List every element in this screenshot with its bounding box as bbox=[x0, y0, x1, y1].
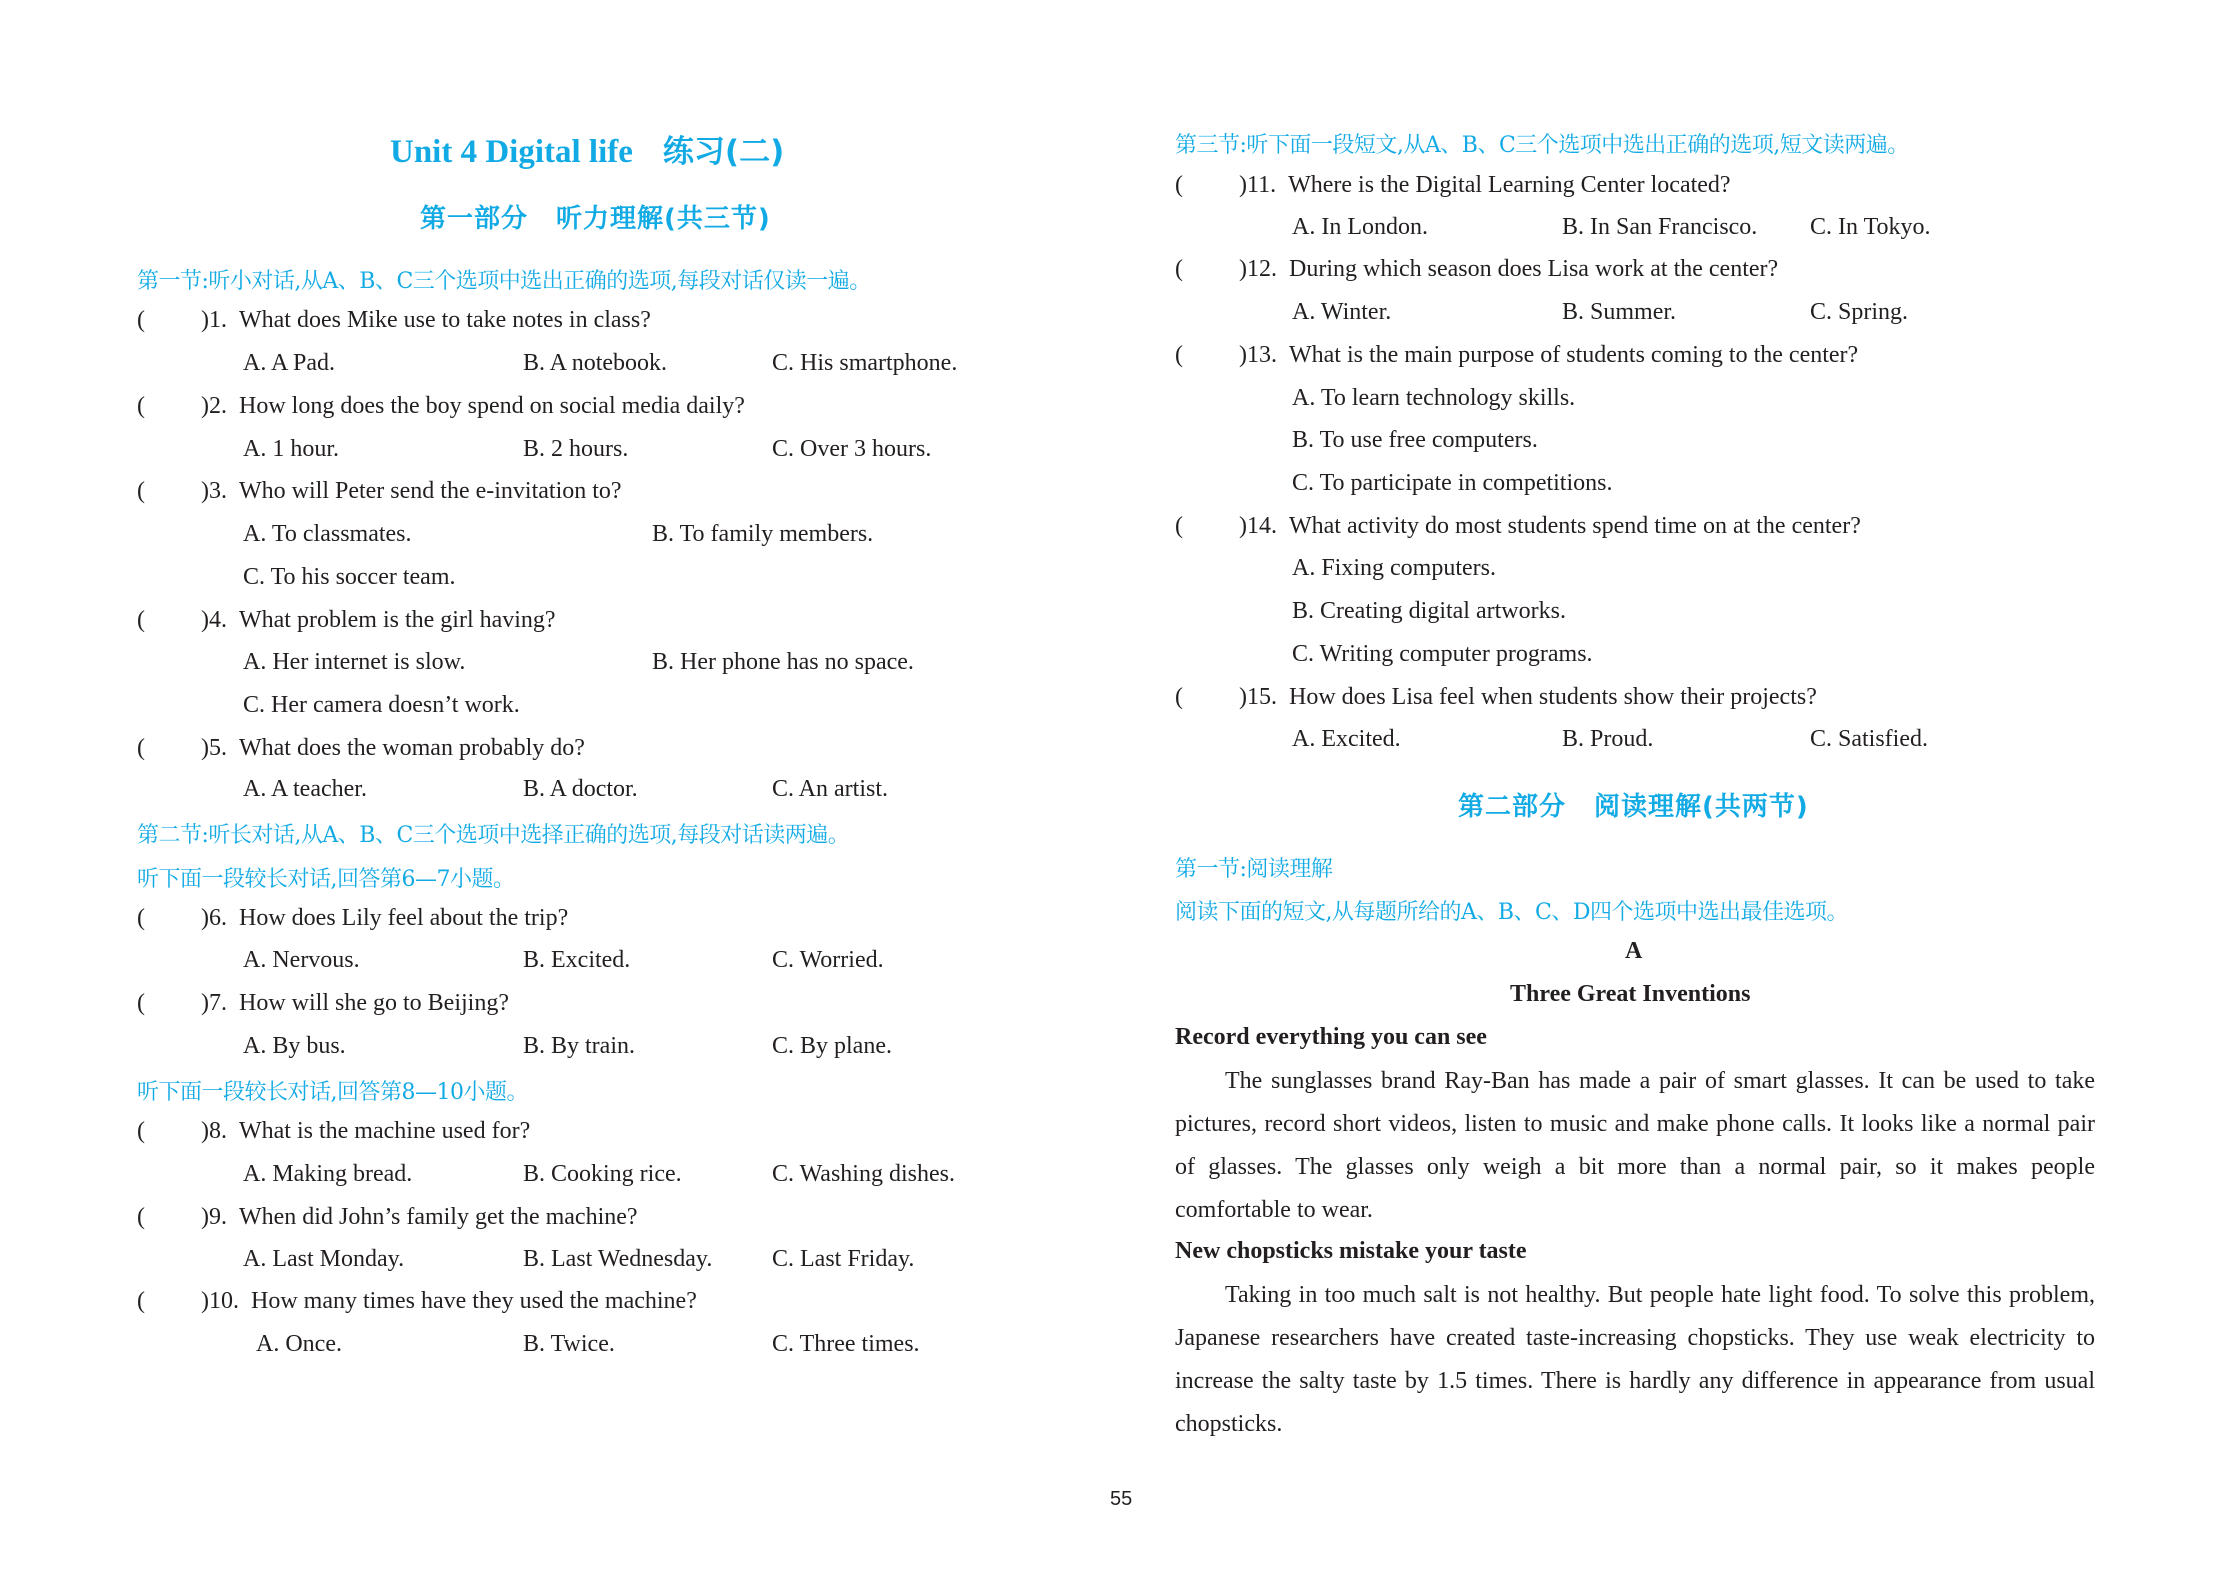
question-number: )11. bbox=[1239, 172, 1277, 198]
option-a: A. Once. bbox=[256, 1331, 342, 1357]
answer-blank[interactable]: ( bbox=[137, 905, 145, 931]
subsection-1-paragraph bbox=[1175, 1060, 2095, 1232]
title-english: Unit 4 Digital life bbox=[390, 134, 633, 170]
part1-heading bbox=[420, 198, 771, 235]
option-b: B. Last Wednesday. bbox=[523, 1246, 713, 1272]
subsection-1-title: Record everything you can see bbox=[1175, 1024, 1487, 1050]
question-6 bbox=[137, 905, 568, 932]
option-c: C. Washing dishes. bbox=[772, 1161, 955, 1187]
page-number: 55 bbox=[1110, 1488, 1133, 1510]
option-c: C. Satisfied. bbox=[1810, 726, 1928, 752]
question-14 bbox=[1175, 513, 1861, 540]
option-a: A. Making bread. bbox=[243, 1161, 413, 1187]
question-text: How many times have they used the machine? bbox=[251, 1288, 697, 1314]
question-number: )4. bbox=[201, 607, 227, 633]
question-number: )1. bbox=[201, 307, 227, 333]
question-number: )2. bbox=[201, 393, 227, 419]
question-7 bbox=[137, 990, 509, 1017]
option-a: A. Fixing computers. bbox=[1292, 555, 1496, 581]
option-b: B. To use free computers. bbox=[1292, 427, 1538, 453]
question-text: During which season does Lisa work at the center? bbox=[1289, 256, 1779, 282]
question-text: How does Lisa feel when students show their projects? bbox=[1289, 684, 1817, 710]
option-a: A. Excited. bbox=[1292, 726, 1401, 752]
option-c: C. Spring. bbox=[1810, 299, 1909, 325]
part1-heading-title: 听力理解(共三节) bbox=[556, 204, 771, 234]
question-text: What is the main purpose of students coming to the center? bbox=[1289, 342, 1859, 368]
option-c: C. Three times. bbox=[772, 1331, 920, 1357]
question-text: How will she go to Beijing? bbox=[239, 990, 509, 1016]
question-text: How does Lily feel about the trip? bbox=[239, 905, 569, 931]
option-a: A. Her internet is slow. bbox=[243, 649, 466, 675]
answer-blank[interactable]: ( bbox=[137, 990, 145, 1016]
option-b: B. A doctor. bbox=[523, 776, 638, 802]
answer-blank[interactable]: ( bbox=[137, 393, 145, 419]
answer-blank[interactable]: ( bbox=[1175, 256, 1183, 282]
option-b: B. Summer. bbox=[1562, 299, 1677, 325]
question-4 bbox=[137, 607, 556, 634]
answer-blank[interactable]: ( bbox=[1175, 513, 1183, 539]
option-c: C. Writing computer programs. bbox=[1292, 641, 1593, 667]
question-text: What does the woman probably do? bbox=[239, 735, 585, 761]
option-c: C. In Tokyo. bbox=[1810, 214, 1931, 240]
question-10 bbox=[137, 1288, 697, 1315]
question-text: When did John’s family get the machine? bbox=[239, 1204, 638, 1230]
question-number: )10. bbox=[201, 1288, 239, 1314]
option-a: A. Last Monday. bbox=[243, 1246, 405, 1272]
answer-blank[interactable]: ( bbox=[137, 607, 145, 633]
option-a: A. A teacher. bbox=[243, 776, 367, 802]
question-15 bbox=[1175, 684, 1817, 711]
option-b: B. Twice. bbox=[523, 1331, 615, 1357]
question-text: How long does the boy spend on social media daily? bbox=[239, 393, 745, 419]
question-number: )6. bbox=[201, 905, 227, 931]
question-text: Where is the Digital Learning Center located? bbox=[1288, 172, 1731, 198]
option-c: C. His smartphone. bbox=[772, 350, 958, 376]
section2-sub-instruction-1: 听下面一段较长对话,回答第6—7小题。 bbox=[137, 867, 515, 892]
passage-title: Three Great Inventions bbox=[1510, 981, 1751, 1007]
option-c: C. Her camera doesn’t work. bbox=[243, 692, 520, 718]
title-chinese: 练习(二) bbox=[662, 134, 785, 170]
question-text: What does Mike use to take notes in class? bbox=[239, 307, 651, 333]
option-b: B. By train. bbox=[523, 1033, 635, 1059]
option-b: B. In San Francisco. bbox=[1562, 214, 1758, 240]
option-a: A. By bus. bbox=[243, 1033, 346, 1059]
answer-blank[interactable]: ( bbox=[137, 478, 145, 504]
question-13 bbox=[1175, 342, 1858, 369]
question-1 bbox=[137, 307, 651, 334]
question-number: )15. bbox=[1239, 684, 1277, 710]
section3-instruction: 第三节:听下面一段短文,从A、B、C三个选项中选出正确的选项,短文读两遍。 bbox=[1175, 133, 1909, 158]
question-text: What is the machine used for? bbox=[239, 1118, 531, 1144]
page-title bbox=[390, 126, 784, 171]
question-2 bbox=[137, 393, 745, 420]
part1-heading-label: 第一部分 bbox=[420, 204, 529, 234]
part2-heading bbox=[1458, 786, 1809, 823]
option-a: A. A Pad. bbox=[243, 350, 336, 376]
question-text: Who will Peter send the e-invitation to? bbox=[239, 478, 622, 504]
option-c: C. Worried. bbox=[772, 947, 884, 973]
question-text: What problem is the girl having? bbox=[239, 607, 556, 633]
answer-blank[interactable]: ( bbox=[137, 307, 145, 333]
option-b: B. 2 hours. bbox=[523, 436, 629, 462]
option-a: A. Nervous. bbox=[243, 947, 360, 973]
question-9 bbox=[137, 1204, 638, 1231]
option-c: C. An artist. bbox=[772, 776, 889, 802]
answer-blank[interactable]: ( bbox=[137, 1204, 145, 1230]
option-a: A. To classmates. bbox=[243, 521, 412, 547]
answer-blank[interactable]: ( bbox=[137, 735, 145, 761]
question-12 bbox=[1175, 256, 1778, 283]
question-11 bbox=[1175, 172, 1731, 199]
option-b: B. A notebook. bbox=[523, 350, 668, 376]
reading-section1-title: 第一节:阅读理解 bbox=[1175, 857, 1333, 882]
part2-heading-title: 阅读理解(共两节) bbox=[1594, 792, 1809, 822]
option-c: C. By plane. bbox=[772, 1033, 892, 1059]
question-number: )5. bbox=[201, 735, 227, 761]
subsection-2-title: New chopsticks mistake your taste bbox=[1175, 1238, 1527, 1264]
paragraph-text: The sunglasses brand Ray-Ban has made a pair of smart glasses. It can be used to take pictures, record short videos, listen to music and make phone calls. It looks like a normal pair of glasses. The glasses only weigh a bit more than a normal pair, so it makes people comfortable to wear. bbox=[1175, 1068, 2095, 1223]
section1-instruction: 第一节:听小对话,从A、B、C三个选项中选出正确的选项,每段对话仅读一遍。 bbox=[137, 269, 871, 294]
option-b: B. Cooking rice. bbox=[523, 1161, 682, 1187]
question-text: What activity do most students spend time on at the center? bbox=[1289, 513, 1861, 539]
subsection-2-paragraph bbox=[1175, 1274, 2095, 1446]
option-b: B. Excited. bbox=[523, 947, 631, 973]
answer-blank[interactable]: ( bbox=[137, 1118, 145, 1144]
answer-blank[interactable]: ( bbox=[137, 1288, 145, 1314]
option-a: A. Winter. bbox=[1292, 299, 1392, 325]
option-b: B. Proud. bbox=[1562, 726, 1654, 752]
passage-letter: A bbox=[1625, 938, 1643, 964]
option-c: C. Last Friday. bbox=[772, 1246, 915, 1272]
answer-blank[interactable]: ( bbox=[1175, 342, 1183, 368]
question-number: )8. bbox=[201, 1118, 227, 1144]
option-b: B. Her phone has no space. bbox=[652, 649, 914, 675]
option-c: C. To participate in competitions. bbox=[1292, 470, 1613, 496]
option-b: B. To family members. bbox=[652, 521, 874, 547]
option-a: A. 1 hour. bbox=[243, 436, 339, 462]
paragraph-text: Taking in too much salt is not healthy. But people hate light food. To solve this problem, Japanese researchers have created taste-increasing chopsticks. They use weak electricity to increase the salty taste by 1.5 times. There is hardly any difference in appearance from usual chopsticks. bbox=[1175, 1282, 2095, 1437]
question-5 bbox=[137, 735, 585, 762]
question-number: )9. bbox=[201, 1204, 227, 1230]
question-8 bbox=[137, 1118, 530, 1145]
question-number: )12. bbox=[1239, 256, 1277, 282]
option-c: C. To his soccer team. bbox=[243, 564, 456, 590]
question-number: )14. bbox=[1239, 513, 1277, 539]
part2-heading-label: 第二部分 bbox=[1458, 792, 1567, 822]
question-number: )13. bbox=[1239, 342, 1277, 368]
answer-blank[interactable]: ( bbox=[1175, 684, 1183, 710]
section2-instruction: 第二节:听长对话,从A、B、C三个选项中选择正确的选项,每段对话读两遍。 bbox=[137, 823, 850, 848]
reading-section1-instruction: 阅读下面的短文,从每题所给的A、B、C、D四个选项中选出最佳选项。 bbox=[1175, 900, 1849, 925]
option-a: A. In London. bbox=[1292, 214, 1428, 240]
option-a: A. To learn technology skills. bbox=[1292, 385, 1576, 411]
option-b: B. Creating digital artworks. bbox=[1292, 598, 1566, 624]
question-number: )7. bbox=[201, 990, 227, 1016]
question-3 bbox=[137, 478, 622, 505]
option-c: C. Over 3 hours. bbox=[772, 436, 932, 462]
answer-blank[interactable]: ( bbox=[1175, 172, 1183, 198]
question-number: )3. bbox=[201, 478, 227, 504]
section2-sub-instruction-2: 听下面一段较长对话,回答第8—10小题。 bbox=[137, 1080, 528, 1105]
